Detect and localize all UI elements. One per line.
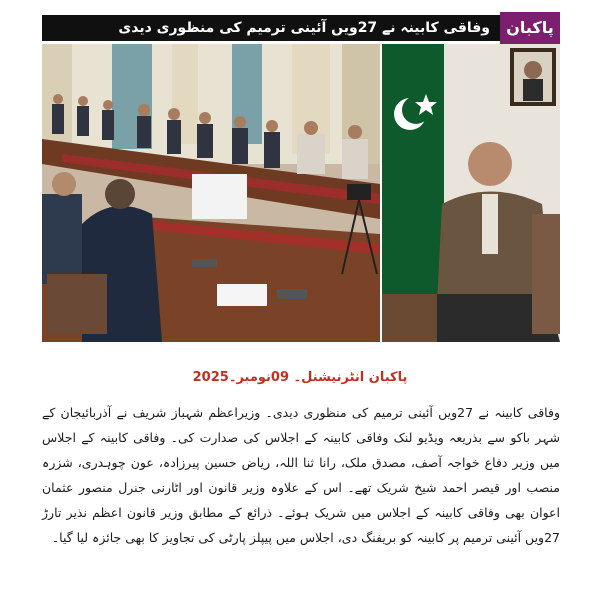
headline-bar — [42, 15, 500, 41]
brand-logo: پاکبان — [500, 12, 560, 44]
article-body: وفاقی کابینہ نے 27ویں آئینی ترمیم کی منظوری دیدی۔ وزیراعظم شہباز شریف نے آذربائیجان کے شہر باکو سے بذریعہ ویڈیو لنک وفاقی کابینہ کے اجلاس کی صدارت کی۔ وفاقی کابینہ کے اجلاس میں وزیر دفاع خواجہ آصف، مصدق ملک، رانا ثنا اللہ، ریاض حسین پیرزادہ، عون چوہدری، شزرہ منصب اور قیصر احمد شیخ شریک تھے۔ اس کے علاوہ وزیر قانون اور اٹارنی جنرل منصور عثمان اعوان بھی وفاقی کابینہ کے اجلاس میں شریک ہوئے۔ ذرائع کے مطابق وزیر قانون اعظم نذیر تارڑ 27ویں آئینی ترمیم پر کابینہ کو بریفنگ دی، اجلاس میں پیپلز پارٹی کی تجاویز کا بھی جائزہ لیا گیا۔ — [42, 405, 560, 545]
headline: وفاقی کابینہ نے 27ویں آئینی ترمیم کی منظوری دیدی — [118, 20, 490, 36]
cabinet-meeting-photo — [42, 44, 380, 342]
news-header — [42, 12, 560, 44]
prime-minister-photo — [382, 44, 560, 342]
news-photo — [42, 44, 560, 342]
pakistan-flag — [382, 44, 444, 294]
dateline: پاکبان انٹرنیشنل۔ 09نومبر۔2025 — [192, 370, 408, 385]
